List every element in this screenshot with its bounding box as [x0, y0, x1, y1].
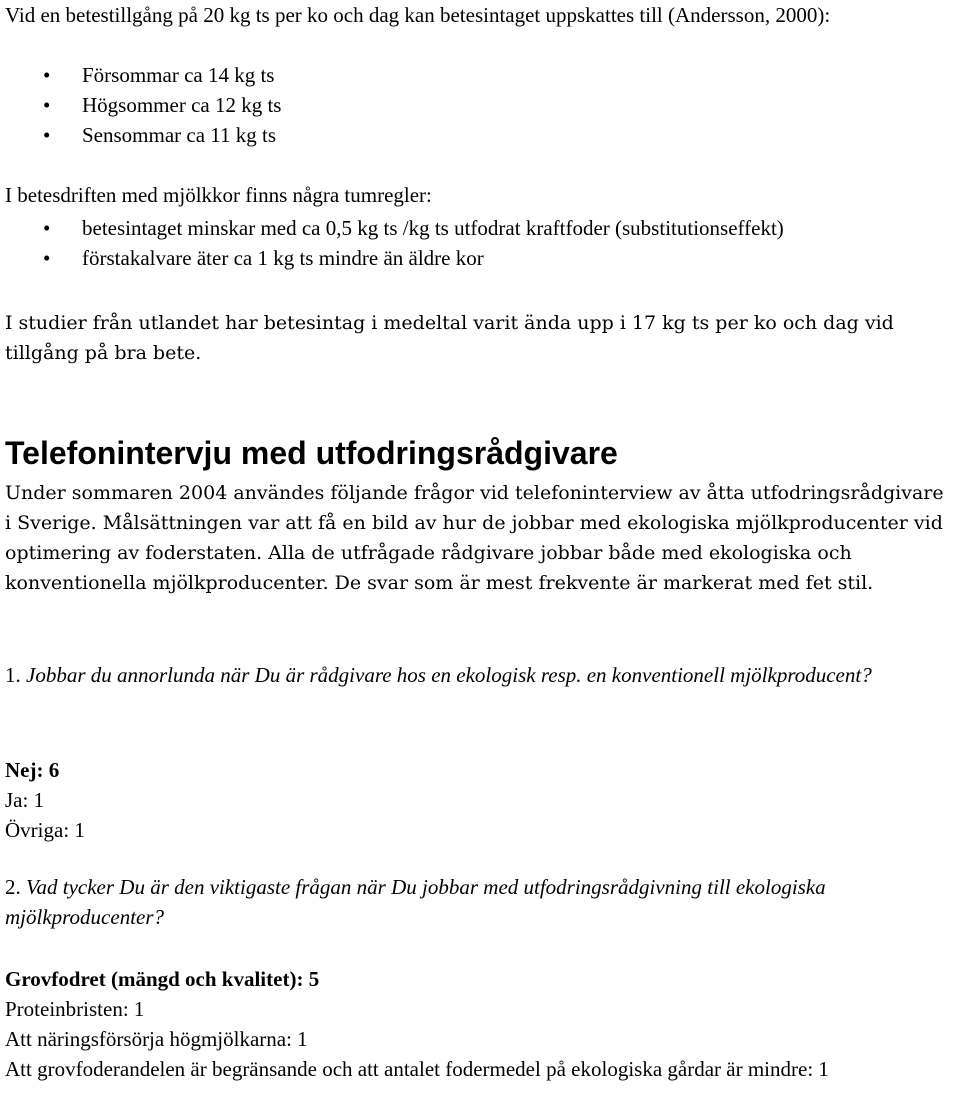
intake-list	[5, 60, 955, 150]
answers-1	[5, 755, 955, 845]
list-item: • förstakalvare äter ca 1 kg ts mindre än äldre kor	[5, 243, 955, 273]
list-item: • Försommar ca 14 kg ts	[5, 60, 955, 90]
answers-2	[5, 964, 955, 1084]
section-heading: Telefonintervju med utfodringsrådgivare	[5, 435, 618, 471]
answer-item: Övriga: 1	[5, 818, 85, 842]
list-item: • Högsommer ca 12 kg ts	[5, 90, 955, 120]
question-text: Jobbar du annorlunda när Du är rådgivare hos en ekologisk resp. en konventionell mjölkproducent?	[26, 663, 872, 687]
answer-item: Nej: 6	[5, 758, 60, 782]
list-item: • betesintaget minskar med ca 0,5 kg ts /kg ts utfodrat kraftfoder (substitutionseffekt)	[5, 213, 955, 243]
question-number: 2.	[5, 875, 21, 899]
section-paragraph: Under sommaren 2004 användes följande frågor vid telefoninterview av åtta utfodringsrådgivare i Sverige. Målsättningen var att få en bild av hur de jobbar med ekologiska mjölkproducenter vid optimering av foderstaten. Alla de utfrågade rådgivare jobbar både med ekologiska och konventionella mjölkproducenter. De svar som är mest frekvente är markerat med fet stil.	[5, 482, 944, 594]
answer-item: Ja: 1	[5, 788, 45, 812]
question-2	[5, 872, 955, 932]
question-number: 1.	[5, 663, 21, 687]
rules-list	[5, 213, 955, 273]
question-text: Vad tycker Du är den viktigaste frågan när Du jobbar med utfodringsrådgivning till ekologiska mjölkproducenter?	[5, 875, 826, 929]
intro-paragraph-3: I studier från utlandet har betesintag i medeltal varit ända upp i 17 kg ts per ko och dag vid tillgång på bra bete.	[5, 312, 894, 364]
list-item: • Sensommar ca 11 kg ts	[5, 120, 955, 150]
question-1	[5, 660, 955, 690]
answer-item: Att grovfoderandelen är begränsande och att antalet fodermedel på ekologiska gårdar är mindre: 1	[5, 1057, 829, 1081]
answer-item: Proteinbristen: 1	[5, 997, 145, 1021]
intro-paragraph-2: I betesdriften med mjölkkor finns några tumregler:	[5, 183, 432, 207]
answer-item: Att näringsförsörja högmjölkarna: 1	[5, 1027, 308, 1051]
answer-item: Grovfodret (mängd och kvalitet): 5	[5, 967, 320, 991]
intro-paragraph-1: Vid en betestillgång på 20 kg ts per ko och dag kan betesintaget uppskattes till (Andersson, 2000):	[5, 3, 831, 27]
